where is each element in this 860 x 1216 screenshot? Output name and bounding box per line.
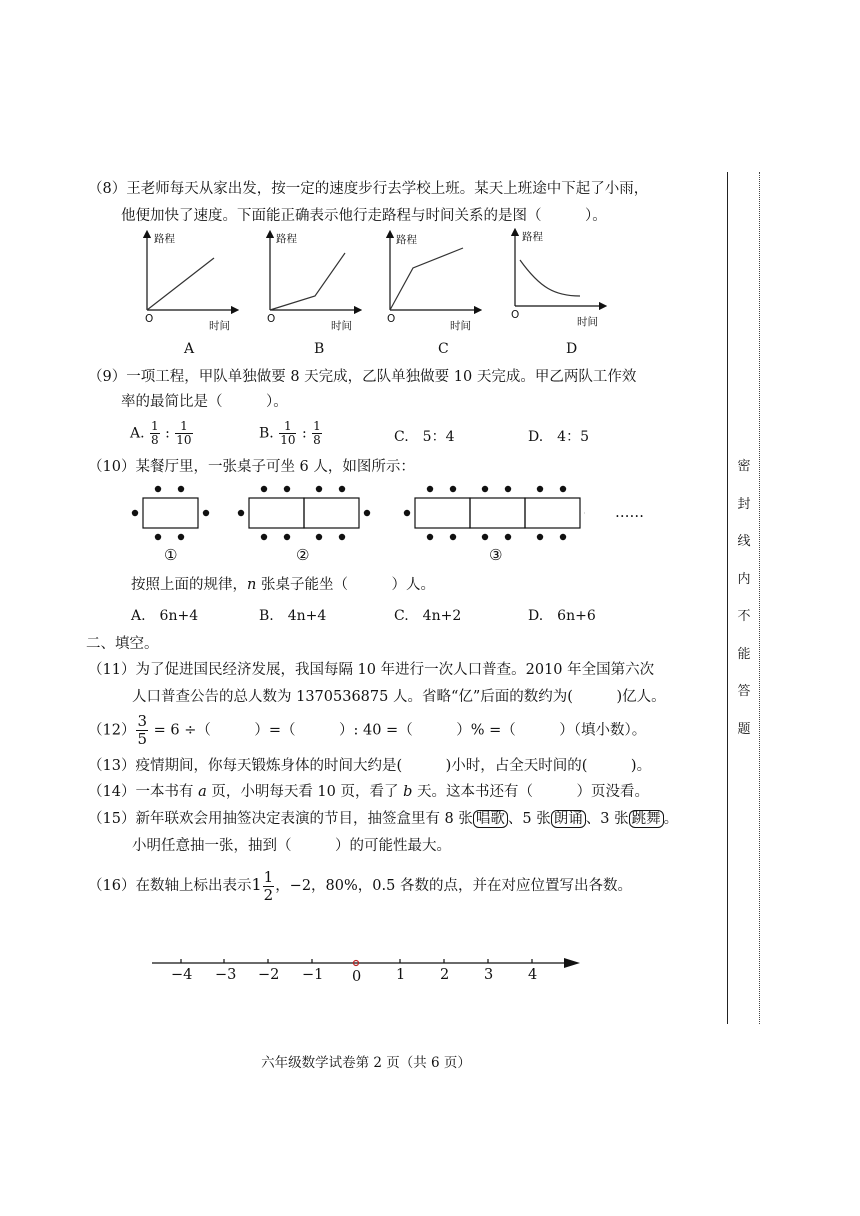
table (470, 498, 525, 528)
tick-label: −4 (171, 967, 193, 983)
variable-n: n (247, 577, 257, 593)
q9-line1: （9）一项工程，甲队单独做要 8 天完成，乙队单独做要 10 天完成。甲乙两队工作效 (88, 369, 637, 385)
variable-a: a (198, 784, 207, 800)
graph-c-origin: O (387, 313, 396, 325)
lot-sing: 唱歌 (473, 810, 508, 828)
tick-label: −3 (215, 967, 237, 983)
graph-b-label: B (314, 341, 325, 357)
fraction: $\frac{1}{8}$ (151, 419, 159, 447)
seal-dotted-line (759, 172, 760, 1024)
graph-c-line (390, 248, 463, 310)
q12: （12） $\frac{3}{5}$ = 6 ÷（ ）=（ ）: 40 =（ ）% =（ ）（填小数）。 (88, 712, 647, 748)
lot-dance: 跳舞 (629, 810, 664, 828)
table (249, 498, 304, 528)
q15-line1: （15）新年联欢会用抽签决定表演的节目，抽签盒里有 8 张 唱歌 、5 张 朗诵 、3 张 跳舞 。 (88, 811, 679, 827)
q9-line2: 率的最简比是（ ）。 (121, 394, 288, 410)
tick-label: −2 (258, 967, 280, 983)
q8-graphs (130, 228, 610, 336)
q8-line1: （8）王老师每天从家出发，按一定的速度步行去学校上班。某天上班途中下起了小雨， (88, 181, 649, 197)
q11-line2: 人口普查公告的总人数为 1370536875 人。省略“亿”后面的数约为( )亿人。 (132, 689, 666, 705)
tick-label: 3 (484, 967, 494, 983)
q14: （14）一本书有 a 页，小明每天看 10 页，看了 b 天。这本书还有（ ）页没看。 (88, 784, 650, 800)
q9-option-d[interactable]: D. 4：5 (528, 429, 589, 445)
graph-a-xlabel: 时间 (209, 320, 230, 332)
q10-option-b[interactable]: B. 4n+4 (259, 608, 327, 624)
section-title-fill-in: 二、填空。 (86, 636, 159, 652)
fraction: $\frac{1}{10}$ (280, 419, 296, 447)
q9-option-a[interactable]: A. $\frac{1}{8}$ : $\frac{1}{10}$ (130, 419, 192, 447)
fraction: $\frac{3}{5}$ (137, 712, 147, 748)
tick-label: 0 (352, 969, 362, 985)
graph-b-line (270, 253, 345, 310)
q10-figure-label-3: ③ (489, 546, 503, 564)
q10-figure-label-1: ① (164, 546, 178, 564)
tick-label: 2 (440, 967, 450, 983)
graph-b-xlabel: 时间 (331, 320, 352, 332)
q10-option-d[interactable]: D. 6n+6 (528, 608, 596, 624)
table (143, 498, 198, 528)
variable-b: b (403, 784, 413, 800)
graph-a-line (147, 258, 214, 310)
seal-notice: 密 封 线 内 不 能 答 题 (737, 459, 751, 737)
q9-option-b-letter: B. (259, 425, 274, 442)
q9-option-b[interactable]: B. $\frac{1}{10}$ : $\frac{1}{8}$ (259, 419, 321, 447)
graph-a-origin: O (145, 313, 154, 325)
q10-figure-label-2: ② (296, 546, 310, 564)
q9-option-c[interactable]: C. 5：4 (394, 429, 455, 445)
lot-recite: 朗诵 (551, 810, 586, 828)
q13: （13）疫情期间，你每天锻炼身体的时间大约是( )小时，占全天时间的( )。 (88, 758, 652, 774)
table (525, 498, 580, 528)
fraction: $\frac{1}{8}$ (313, 419, 321, 447)
graph-a-label: A (184, 341, 195, 357)
q10-option-c[interactable]: C. 4n+2 (394, 608, 462, 624)
seal-solid-line (727, 172, 728, 1024)
table (304, 498, 359, 528)
tick-label: 4 (528, 967, 538, 983)
q10-line1: （10）某餐厅里，一张桌子可坐 6 人，如图所示： (88, 459, 415, 475)
fraction: $\frac{1}{10}$ (176, 419, 192, 447)
graph-d-ylabel: 路程 (522, 231, 543, 243)
q10-tables-figure (125, 480, 585, 546)
q9-option-a-letter: A. (130, 425, 145, 442)
q10-line2: 按照上面的规律，n 张桌子能坐（ ）人。 (131, 577, 435, 593)
table (415, 498, 470, 528)
graph-c-ylabel: 路程 (396, 234, 417, 246)
graph-b-ylabel: 路程 (276, 233, 297, 245)
q8-line2: 他便加快了速度。下面能正确表示他行走路程与时间关系的是图（ ）。 (121, 208, 607, 224)
graph-d-xlabel: 时间 (577, 316, 598, 328)
graph-c-xlabel: 时间 (450, 320, 471, 332)
graph-d-label: D (566, 341, 578, 357)
fraction: $\frac{1}{2}$ (263, 867, 274, 904)
q15-line2: 小明任意抽一张，抽到（ ）的可能性最大。 (132, 838, 451, 854)
graph-b-origin: O (267, 313, 276, 325)
graph-d-origin: O (511, 309, 520, 321)
page-footer: 六年级数学试卷第 2 页（共 6 页） (261, 1055, 471, 1071)
q11-line1: （11）为了促进国民经济发展，我国每隔 10 年进行一次人口普查。2010 年全国第六次 (88, 662, 655, 678)
q16: （16）在数轴上标出表示1 $\frac{1}{2}$ ，−2，80%，0.5 各数的点，并在对应位置写出各数。 (88, 867, 632, 904)
tick-label: −1 (302, 967, 324, 983)
tick-label: 1 (396, 967, 406, 983)
graph-a-ylabel: 路程 (154, 233, 175, 245)
q10-option-a[interactable]: A. 6n+4 (131, 608, 199, 624)
q10-ellipsis: …… (615, 505, 644, 521)
graph-c-label: C (438, 341, 449, 357)
graph-d-curve (520, 260, 580, 296)
